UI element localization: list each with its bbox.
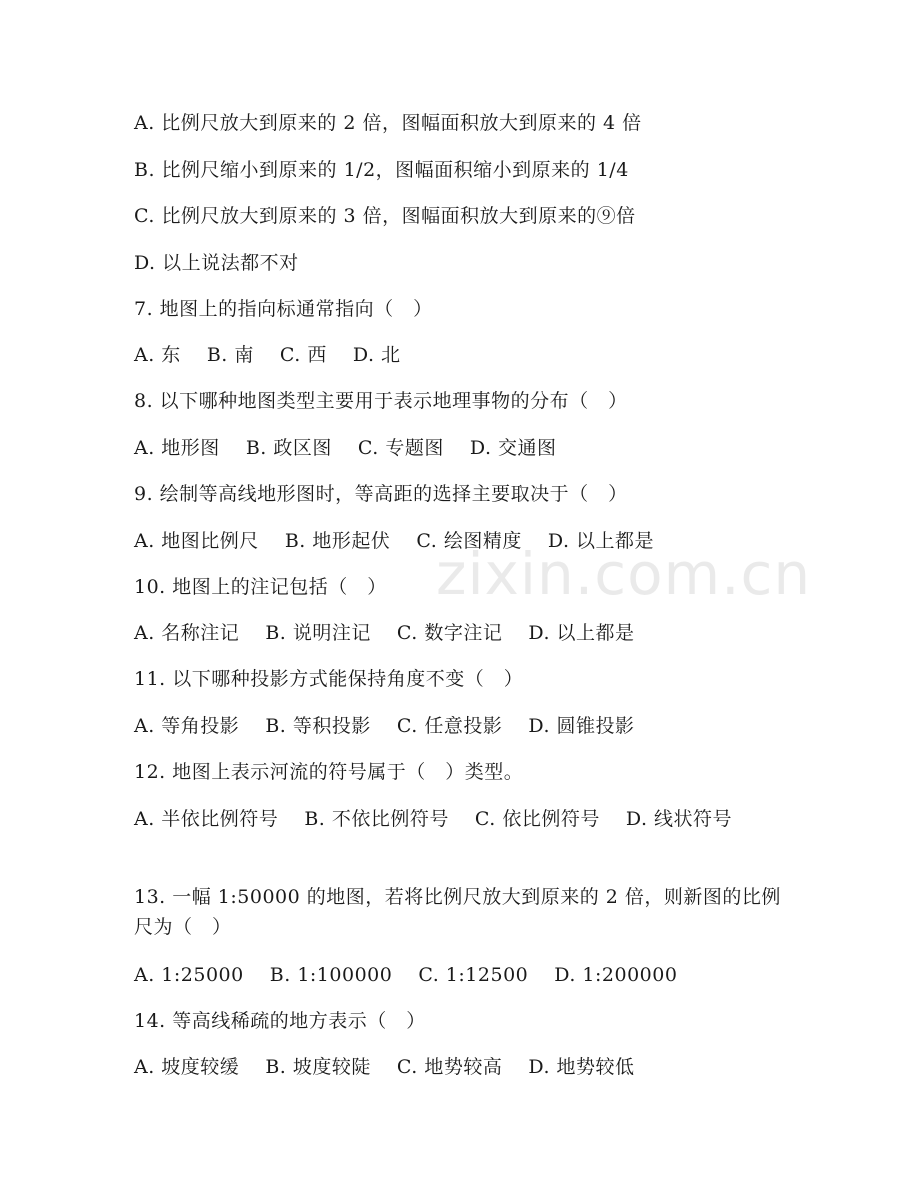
question-line: 12. 地图上表示河流的符号属于（ ）类型。 — [134, 761, 524, 783]
option-line: A. 比例尺放大到原来的 2 倍，图幅面积放大到原来的 4 倍 — [134, 112, 642, 134]
option-line: A. 地图比例尺 B. 地形起伏 C. 绘图精度 D. 以上都是 — [134, 530, 655, 552]
option-line: B. 比例尺缩小到原来的 1/2，图幅面积缩小到原来的 1/4 — [134, 159, 629, 181]
option-line: A. 名称注记 B. 说明注记 C. 数字注记 D. 以上都是 — [134, 622, 635, 644]
question-line: 11. 以下哪种投影方式能保持角度不变（ ） — [134, 668, 524, 690]
option-line: A. 半依比例符号 B. 不依比例符号 C. 依比例符号 D. 线状符号 — [134, 808, 733, 830]
watermark: zixin.com.cn — [436, 540, 812, 608]
option-line: A. 坡度较缓 B. 坡度较陡 C. 地势较高 D. 地势较低 — [134, 1056, 635, 1078]
option-line: A. 1:25000 B. 1:100000 C. 1:12500 D. 1:200000 — [134, 964, 678, 986]
question-line: 9. 绘制等高线地形图时，等高距的选择主要取决于（ ） — [134, 483, 628, 505]
option-line: A. 东 B. 南 C. 西 D. 北 — [134, 344, 401, 366]
question-line: 10. 地图上的注记包括（ ） — [134, 576, 387, 598]
question-line: 14. 等高线稀疏的地方表示（ ） — [134, 1010, 426, 1032]
option-line: D. 以上说法都不对 — [134, 252, 299, 274]
option-line: C. 比例尺放大到原来的 3 倍，图幅面积放大到原来的⑨倍 — [134, 205, 636, 227]
question-line: 8. 以下哪种地图类型主要用于表示地理事物的分布（ ） — [134, 390, 628, 412]
option-line: A. 等角投影 B. 等积投影 C. 任意投影 D. 圆锥投影 — [134, 715, 635, 737]
option-line: A. 地形图 B. 政区图 C. 专题图 D. 交通图 — [134, 437, 557, 459]
question-line: 7. 地图上的指向标通常指向（ ） — [134, 298, 433, 320]
question-line: 13. 一幅 1:50000 的地图，若将比例尺放大到原来的 2 倍，则新图的比例尺为（ ） — [134, 886, 781, 938]
